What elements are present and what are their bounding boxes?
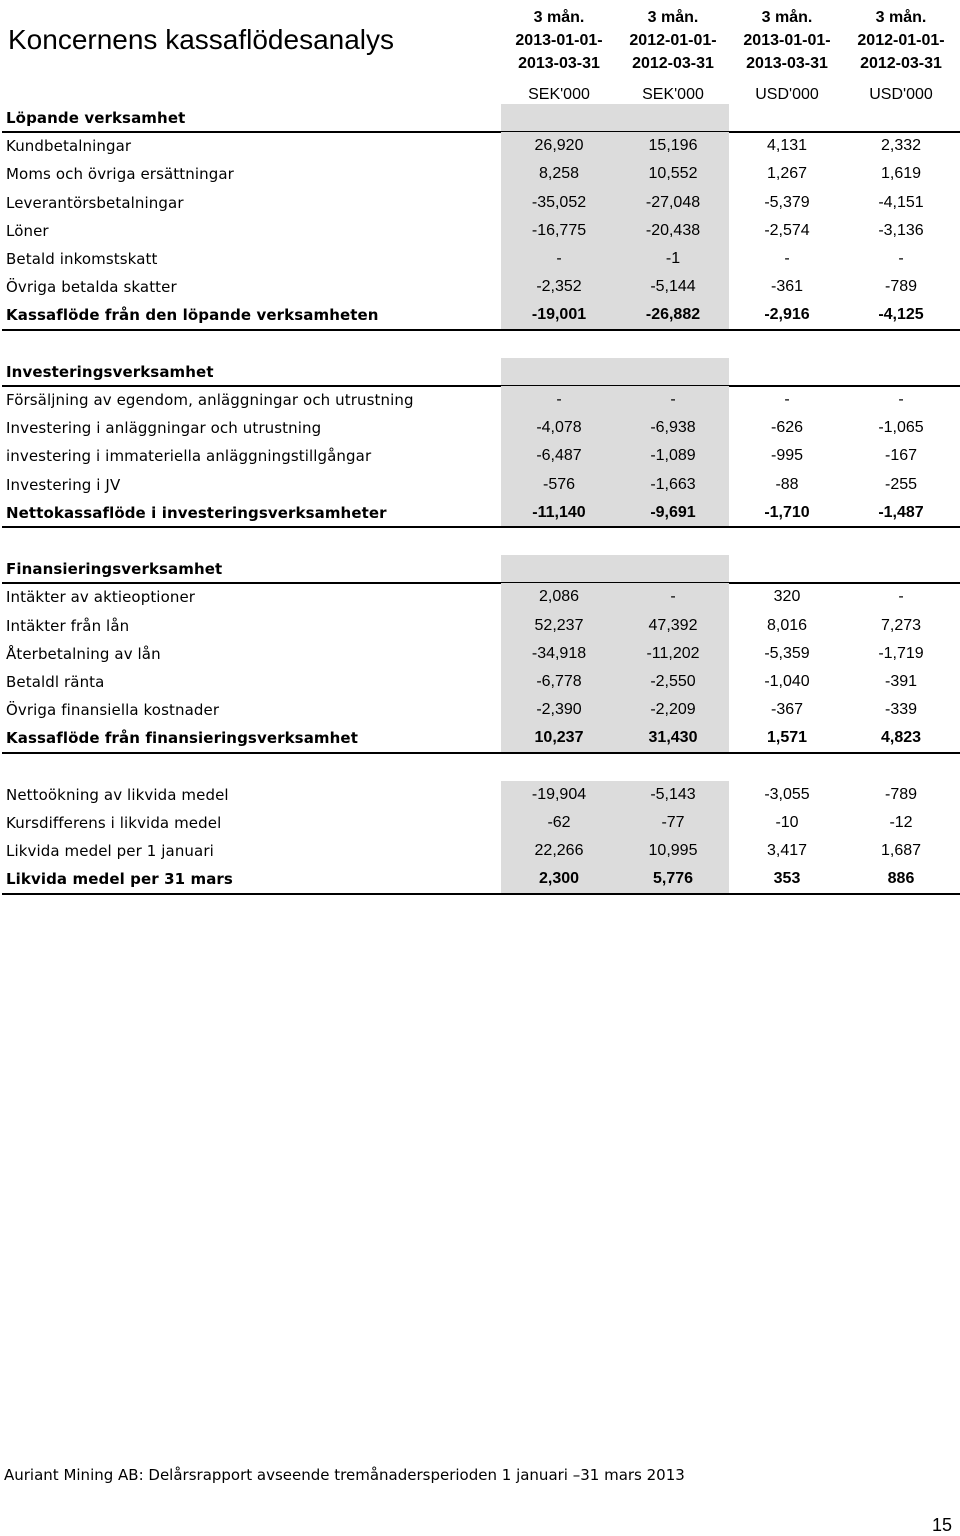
cell-value: -26,882 — [645, 306, 701, 324]
cell-value: -1,040 — [764, 673, 810, 690]
table-row — [0, 583, 960, 611]
cell-value: 3,417 — [766, 842, 808, 860]
page-number: 15 — [931, 1515, 952, 1535]
cell-value: 8,016 — [766, 616, 808, 634]
table-row — [0, 189, 960, 217]
cell-value: 1,687 — [880, 842, 922, 860]
cell-value: 353 — [773, 870, 801, 888]
cell-value: 320 — [773, 588, 801, 606]
column-header — [502, 6, 616, 103]
cell-value: 2,332 — [880, 137, 922, 155]
cell-value: - — [898, 391, 904, 408]
cell-value: 7,273 — [880, 616, 922, 634]
cell-value: -11,202 — [646, 644, 700, 662]
rule-line — [2, 893, 960, 895]
cell-value: 52,237 — [534, 616, 584, 634]
table-row — [0, 809, 960, 837]
cell-value: 4,131 — [766, 137, 808, 155]
cell-value: -6,778 — [536, 673, 582, 690]
cell-value: 26,920 — [534, 137, 584, 155]
cell-value: -19,001 — [531, 306, 587, 324]
column-from: 2012-01-01- — [629, 32, 717, 49]
section-header-row — [0, 358, 960, 386]
cell-value: -255 — [884, 475, 918, 493]
row-label: Övriga finansiella kostnader — [6, 701, 220, 720]
row-label: Löner — [6, 221, 49, 240]
table-row — [0, 386, 960, 414]
cell-value: - — [556, 391, 562, 408]
cell-value: -2,550 — [650, 673, 696, 690]
total-row — [0, 301, 960, 329]
report-footer: Auriant Mining AB: Delårsrapport avseende tremånadersperioden 1 januari –31 mars 2013 — [4, 1466, 685, 1484]
cell-value: -27,048 — [645, 193, 701, 211]
column-header — [730, 6, 844, 103]
cell-value: 22,266 — [534, 842, 584, 860]
cell-value: -626 — [770, 419, 804, 437]
cell-value: 4,823 — [880, 729, 922, 747]
row-label: Betaldl ränta — [6, 673, 105, 691]
cell-value: 10,995 — [648, 842, 698, 860]
row-label: Likvida medel per 31 mars — [6, 870, 233, 889]
cell-value: -88 — [775, 475, 799, 493]
cell-value: -10 — [775, 814, 799, 831]
table-row — [0, 132, 960, 160]
cell-value: 2,086 — [538, 588, 580, 606]
cell-value: - — [670, 391, 676, 408]
row-label: Kundbetalningar — [6, 137, 132, 156]
column-from: 2012-01-01- — [857, 32, 945, 49]
cell-value: -2,390 — [536, 701, 582, 719]
row-label: Nettokassaflöde i investeringsverksamheter — [6, 503, 387, 522]
row-label: Löpande verksamhet — [6, 109, 186, 127]
cell-value: -391 — [884, 673, 918, 690]
row-label: Kassaflöde från den löpande verksamheten — [6, 306, 379, 325]
cell-value: -1,065 — [878, 419, 924, 437]
table-row — [0, 330, 960, 358]
cell-value: -19,904 — [531, 785, 587, 803]
column-unit: USD'000 — [869, 86, 933, 103]
cell-value: 47,392 — [648, 616, 698, 634]
column-header — [616, 6, 730, 103]
column-from: 2013-01-01- — [515, 32, 603, 49]
cell-value: -35,052 — [531, 193, 587, 211]
cell-value: 10,237 — [534, 729, 584, 747]
column-period: 3 mån. — [533, 9, 585, 26]
cell-value: -2,209 — [650, 701, 696, 719]
cell-value: -5,143 — [650, 785, 696, 803]
table-row — [0, 471, 960, 499]
cell-value: -20,438 — [645, 221, 701, 239]
cell-value: 886 — [887, 870, 915, 888]
cell-value: -62 — [547, 814, 571, 831]
row-label: Likvida medel per 1 januari — [6, 842, 214, 861]
cell-value: -789 — [884, 785, 918, 803]
cell-value: -9,691 — [650, 503, 696, 521]
table-row — [0, 640, 960, 668]
cell-value: -4,151 — [878, 193, 924, 211]
cell-value: -2,352 — [536, 278, 582, 296]
cell-value: -5,359 — [764, 644, 810, 662]
column-unit: SEK'000 — [528, 86, 590, 103]
row-label: Övriga betalda skatter — [6, 278, 177, 297]
cell-value: 31,430 — [648, 729, 698, 747]
cell-value: -1,487 — [878, 503, 924, 521]
column-period: 3 mån. — [761, 9, 813, 26]
cell-value: - — [898, 588, 904, 606]
cell-value: -77 — [661, 814, 685, 831]
cell-value: -361 — [770, 278, 804, 296]
cell-value: -6,487 — [536, 447, 582, 465]
cell-value: -167 — [884, 447, 918, 465]
row-label: investering i immateriella anläggningstillgångar — [6, 447, 372, 466]
table-row — [0, 527, 960, 555]
cell-value: -12 — [889, 814, 913, 831]
row-label: Nettoökning av likvida medel — [6, 785, 229, 804]
total-row — [0, 724, 960, 752]
cell-value: -789 — [884, 278, 918, 296]
cell-value: - — [898, 250, 904, 267]
table-row — [0, 668, 960, 696]
cell-value: -3,055 — [764, 785, 810, 803]
cell-value: -11,140 — [532, 503, 586, 521]
row-label: Finansieringsverksamhet — [6, 560, 223, 579]
row-label: Investeringsverksamhet — [6, 362, 214, 381]
cell-value: 10,552 — [648, 165, 698, 183]
cell-value: -34,918 — [531, 644, 587, 662]
table-row — [0, 753, 960, 781]
cell-value: 8,258 — [538, 165, 580, 183]
cell-value: -4,125 — [878, 306, 924, 324]
column-unit: USD'000 — [755, 86, 819, 103]
cell-value: -3,136 — [878, 221, 924, 239]
cell-value: -4,078 — [536, 419, 582, 437]
table-row — [0, 781, 960, 809]
section-header-row — [0, 555, 960, 583]
row-label: Investering i JV — [6, 475, 121, 494]
row-label: Kursdifferens i likvida medel — [6, 814, 222, 832]
cell-value: 2,300 — [538, 870, 580, 888]
row-label: Leverantörsbetalningar — [6, 193, 184, 212]
cell-value: -5,144 — [650, 278, 696, 296]
cell-value: 15,196 — [648, 137, 698, 155]
column-unit: SEK'000 — [642, 86, 704, 103]
row-label: Kassaflöde från finansieringsverksamhet — [6, 729, 358, 748]
column-to: 2012-03-31 — [632, 55, 714, 72]
table-row — [0, 273, 960, 301]
column-from: 2013-01-01- — [743, 32, 831, 49]
table-row — [0, 245, 960, 273]
column-to: 2013-03-31 — [518, 55, 600, 72]
row-label: Försäljning av egendom, anläggningar och utrustning — [6, 391, 414, 409]
cell-value: 1,619 — [880, 165, 922, 183]
total-row — [0, 499, 960, 527]
row-label: Återbetalning av lån — [6, 644, 161, 663]
cell-value: 1,267 — [766, 165, 808, 183]
table-row — [0, 442, 960, 470]
column-to: 2012-03-31 — [860, 55, 942, 72]
cell-value: -2,574 — [764, 221, 810, 239]
column-to: 2013-03-31 — [746, 55, 828, 72]
cell-value: - — [784, 250, 790, 267]
cell-value: -1,719 — [878, 644, 924, 662]
page-title: Koncernens kassaflödesanalys — [8, 24, 395, 55]
row-label: Intäkter från lån — [6, 616, 130, 635]
section-header-row — [0, 104, 960, 132]
table-row — [0, 612, 960, 640]
cell-value: -1 — [665, 250, 681, 267]
column-header — [844, 6, 958, 103]
cell-value: -1,089 — [650, 447, 696, 465]
cell-value: - — [670, 588, 676, 606]
column-period: 3 mån. — [647, 9, 699, 26]
total-row — [0, 865, 960, 893]
cell-value: -367 — [770, 701, 804, 719]
column-period: 3 mån. — [875, 9, 927, 26]
cell-value: - — [556, 250, 562, 267]
table-row — [0, 414, 960, 442]
cell-value: -1,663 — [650, 475, 696, 493]
row-label: Moms och övriga ersättningar — [6, 165, 234, 184]
cell-value: -2,916 — [764, 306, 810, 324]
table-row — [0, 696, 960, 724]
table-row — [0, 217, 960, 245]
cell-value: -995 — [770, 447, 804, 465]
row-label: Betald inkomstskatt — [6, 250, 158, 268]
cell-value: 5,776 — [652, 870, 694, 888]
cell-value: -1,710 — [764, 503, 810, 521]
cell-value: 1,571 — [766, 729, 808, 747]
table-row — [0, 160, 960, 188]
table-row — [0, 837, 960, 865]
cell-value: -339 — [884, 701, 918, 719]
cell-value: - — [784, 391, 790, 408]
row-label: Intäkter av aktieoptioner — [6, 588, 196, 607]
cell-value: -576 — [542, 475, 576, 493]
cell-value: -16,775 — [531, 221, 587, 239]
row-label: Investering i anläggningar och utrustning — [6, 419, 322, 438]
cell-value: -6,938 — [650, 419, 696, 437]
cell-value: -5,379 — [764, 193, 810, 211]
